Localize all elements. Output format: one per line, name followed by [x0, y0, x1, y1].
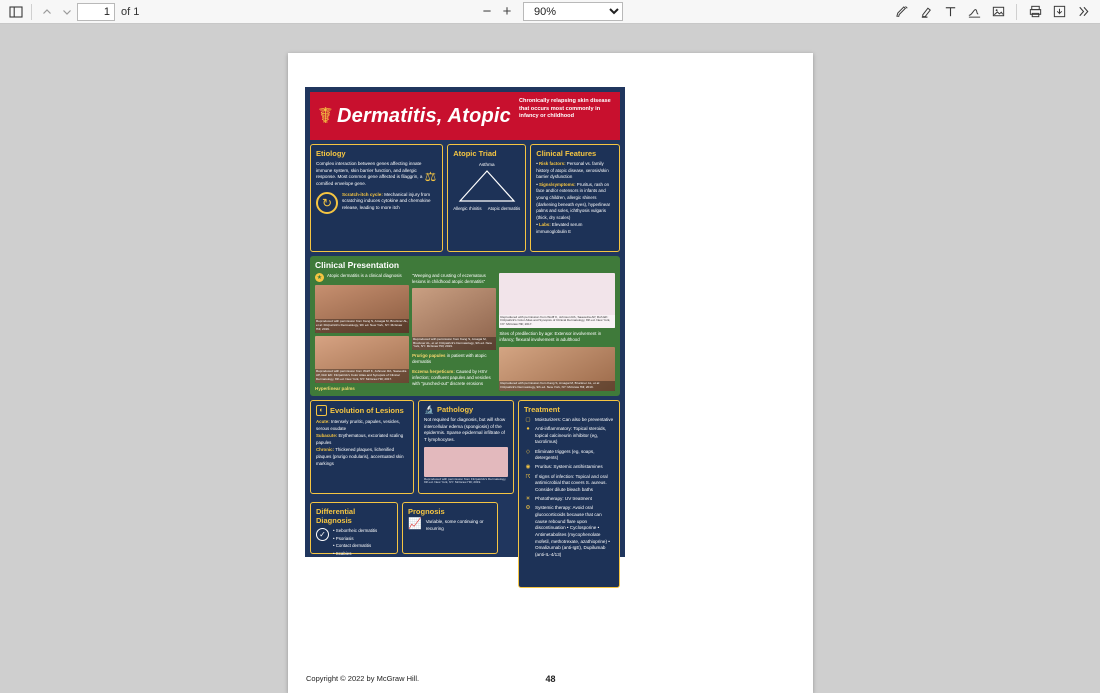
hyperlinear-palms-label: Hyperlinear palms [315, 386, 355, 391]
list-item: • Risk factors: Personal vs. family history of atopic disease, xerosis/skin barrier dysfunction [536, 161, 609, 180]
triad-right-label: Atopic dermatitis [487, 206, 521, 211]
triad-base-labels [453, 206, 520, 211]
dna-icon: ⚖ [424, 169, 437, 184]
list-item-lead: Chronic: [316, 447, 335, 453]
page-number-input[interactable] [77, 3, 115, 21]
pathology-caption: Reproduced with permission from Fitzpatrick's Dermatology, 9th ed. New York, NY: McGraw Hill; 2019. [424, 476, 507, 485]
pdf-viewer[interactable] [0, 24, 1100, 684]
bacteria-icon: ☈ [525, 473, 531, 480]
photo-caption: Reproduced with permission from Kang S, Amagai M, Bruckner AL, et al: Fitzpatrick's Dermatology, 9th ed. New York, NY: McGraw Hill; 2019. [316, 318, 408, 331]
differential-diagnosis-card [310, 502, 398, 554]
microscope-icon: 🔬 [424, 405, 434, 414]
toolbar-left-group [6, 2, 139, 22]
evolution-pathology-row [310, 400, 514, 494]
pathology-title [424, 405, 508, 414]
clinical-presentation-grid [315, 273, 615, 391]
list-item-text: Pruritus, rash on face and/or extensors in infants and young children, allergic shiners (darkening beneath eyes), hyperlinear palms and soles, ichthyosis vulgaris (thick, dry scales) [536, 181, 611, 220]
list-item-text: Intensely pruritic, papules, vesicles, serous exudate [316, 419, 400, 431]
triad-apex-label: Asthma [478, 162, 495, 167]
list-item: • Signs/symptoms: Pruritus, rash on face and/or extensors in infants and young children, allergic shiners (darkening beneath eyes), hyperlinear palms and soles, ichthyosis vulgaris (thick, dry scales) [536, 181, 611, 220]
prurigo-text: in patient with atopic dermatitis [412, 353, 487, 365]
list-item [316, 447, 408, 467]
list-item-text: Systemic therapy: Avoid oral glucocorticoids because that can cause rebound flare upon discontinuation • Cyclosporine • Antimetabolites (mycophenolate mofetil, methotrexate, azathioprine) • Omalizumab (anti-IgE), Dupilumab (anti-IL-4/13) [535, 505, 610, 557]
clinical-presentation-title: Clinical Presentation [315, 260, 400, 270]
photo-legs [412, 288, 496, 350]
pdf-page [288, 53, 813, 693]
zoom-controls [477, 2, 623, 22]
treatment-card [518, 400, 620, 588]
list-item-lead: Acute: [316, 419, 330, 424]
list-item-text: Psoriasis [335, 535, 354, 541]
list-item [524, 426, 614, 446]
poster-title: Dermatitis, Atopic [337, 104, 512, 127]
pathology-body: Not required for diagnosis, but will show intercellular edema (spongiosis) of the epidermis. Sparse epidermal infiltrate of T lymphocytes. [424, 417, 506, 442]
list-item-text: Scabies [335, 550, 352, 556]
list-item-text: Pruritus: Systemic antihistamines [535, 464, 603, 470]
list-item: • Labs: Elevated serum immunoglobulin E [536, 222, 583, 235]
cycle-icon: ↻ [316, 192, 338, 214]
photo-histology [424, 447, 508, 477]
clinical-features-card [530, 144, 620, 252]
diagnosis-note [315, 273, 409, 282]
list-item: • Scabies [333, 550, 352, 556]
list-item-text: Thickened plaques, lichenified plaques (prurigo nodularis), accentuated skin markings [316, 447, 404, 466]
prognosis-content [408, 519, 492, 532]
scratch-itch-cycle [316, 192, 437, 214]
list-item-text: Contact dermatitis [335, 543, 372, 549]
checkmark-icon: ✓ [316, 528, 329, 541]
eczema-text: Caused by HSV infection; confluent papules and vesicles with "punched-out" discrete erosions [412, 368, 491, 386]
chart-icon: 📈 [408, 518, 422, 530]
poster [305, 87, 625, 557]
list-item [524, 449, 614, 462]
clinical-presentation-section [310, 256, 620, 396]
pathology-title-text: Pathology [436, 405, 474, 414]
list-item-text: If signs of infection: Topical and oral antimicrobial that covers S. aureus. Consider dilute bleach baths [535, 473, 608, 492]
evolution-title-text: Evolution of Lesions [330, 406, 404, 415]
evolution-list [316, 419, 408, 467]
eczema-herpeticum-note [412, 369, 496, 387]
add-image-icon[interactable] [987, 2, 1009, 22]
sun-icon: ☀ [525, 496, 531, 503]
poster-header [310, 92, 620, 140]
list-item: • Seborrheic dermatitis [333, 528, 378, 533]
zoom-in-icon[interactable]: + [502, 3, 512, 20]
list-item-lead: Signs/symptoms: [538, 181, 576, 187]
zoom-out-icon[interactable]: − [482, 3, 492, 20]
sidebar-toggle-icon[interactable] [6, 2, 26, 22]
list-item [524, 505, 614, 558]
signature-icon[interactable] [963, 2, 985, 22]
list-item: • Psoriasis [333, 535, 354, 541]
list-item-text: Anti-inflammatory: Topical steroids, topical calcineurin inhibitor (eg, tacrolimus) [535, 426, 607, 445]
etiology-body: Complex interaction between genes affecting innate immune system, skin barrier function, and allergic response. Most common gene affected is filaggrin, a cornified envelope gene. [316, 161, 423, 186]
page-count-label: of 1 [121, 5, 140, 18]
photo-caption: Reproduced with permission from Kang S, Amagai M, Bruckner AL, et al: Fitzpatrick's Dermatology, 9th ed. New York, NY: McGraw Hill; 2019. [412, 337, 496, 351]
list-item [316, 433, 408, 446]
prurigo-lead: Prurigo papules [412, 353, 446, 359]
triad-title: Atopic Triad [453, 149, 497, 158]
photo-hand [315, 285, 409, 333]
ddx-content [316, 528, 392, 558]
copyright-text: Copyright © 2022 by McGraw Hill. [306, 674, 420, 683]
cp-column-middle [412, 273, 496, 391]
list-item-text: Phototherapy: UV treatment [535, 496, 592, 502]
zoom-level-select[interactable] [523, 2, 623, 21]
bottom-left-stack [310, 400, 514, 588]
toolbar-right-group [891, 2, 1094, 22]
photo-face [315, 336, 409, 384]
capsule-icon: ◉ [525, 464, 531, 471]
list-item: • Contact dermatitis [333, 543, 372, 549]
add-text-icon[interactable] [939, 2, 961, 22]
info-icon: ★ [316, 275, 323, 281]
photo-caption: Reproduced with permission from Wolff K, Johnson RA, Saavedra AP, Roh EK: Fitzpatrick's Color Atlas and Synopsis of Clinical Dermatology, 8th ed. New York, NY: McGraw Hill; 2017. [499, 315, 615, 329]
etiology-card [310, 144, 443, 252]
caduceus-icon: ☤ [318, 103, 333, 128]
evolution-title [316, 405, 408, 416]
predilection-note: Sites of predilection by age: Extensor involvement in infancy; flexural involvement in adulthood [499, 331, 602, 343]
list-item [524, 464, 614, 471]
list-item-lead: Subacute: [316, 433, 338, 439]
cp-column-right [499, 273, 615, 391]
treatment-list [524, 417, 614, 558]
list-item-lead: Labs: [538, 222, 551, 228]
list-item [524, 417, 614, 424]
prognosis-title: Prognosis [408, 507, 445, 516]
list-item-text: Personal vs. family history of atopic disease, xerosis/skin barrier dysfunction [536, 161, 609, 180]
list-item [316, 419, 408, 432]
prurigo-note [412, 353, 496, 365]
list-item-text: Elevated serum immunoglobulin E [536, 222, 583, 235]
photo-caption: Reproduced with permission from Wolff K, Johnson RA, Saavedra AP, Roh EK: Fitzpatrick's Color Atlas and Synopsis of Clinical Dermatology, 8th ed. New York, NY: McGraw Hill; 2017. [315, 369, 409, 383]
scratch-itch-label: Scratch-itch cycle: [342, 191, 383, 197]
pathology-card [418, 400, 514, 494]
triangle-icon [458, 169, 516, 203]
evolution-card [310, 400, 414, 494]
toolbar-divider-right [1016, 4, 1017, 20]
ddx-title: Differential Diagnosis [316, 507, 356, 525]
ddx-prognosis-row [310, 502, 514, 554]
list-item-text: Seborrheic dermatitis [335, 528, 378, 533]
top-row [310, 144, 620, 252]
list-item [524, 496, 614, 503]
scratch-itch-desc: Mechanical injury from scratching induces cytokine and chemokine release, leading to more itch [342, 191, 431, 210]
clinical-features-title: Clinical Features [536, 149, 597, 158]
bottom-row [310, 400, 620, 588]
more-tools-icon[interactable] [1072, 2, 1094, 22]
etiology-title: Etiology [316, 149, 346, 158]
cp-column-left [315, 273, 409, 391]
prognosis-body: Variable, some continuing or recurring [425, 519, 484, 531]
lotion-icon: ▢ [525, 417, 531, 423]
next-page-icon[interactable] [57, 2, 77, 22]
diagnosis-note-text: Atopic dermatitis is a clinical diagnosis [327, 273, 402, 278]
list-item-text: Erythematous, excoriated scaling papules [316, 433, 404, 445]
photo-caption: Reproduced with permission from Kang S, Amagai M, Bruckner AL, et al: Fitzpatrick's Dermatology, 9th ed. New York, NY: McGraw Hill; 2019. [499, 381, 615, 391]
list-item [524, 474, 614, 494]
print-icon[interactable] [1024, 2, 1046, 22]
pdf-toolbar [0, 0, 1100, 24]
droplet-icon: ◇ [525, 448, 531, 455]
triad-diagram [453, 162, 520, 211]
poster-subtitle: Chronically relapsing skin disease that occurs most commonly in infancy or childhood [519, 98, 611, 120]
draw-freehand-icon[interactable] [891, 2, 913, 22]
photo-predilection-chart [499, 273, 615, 328]
previous-page-icon[interactable] [37, 2, 57, 22]
weeping-note: "Weeping and crusting of eczematous lesions in childhood atopic dermatitis" [412, 273, 486, 285]
photo-arm [499, 347, 615, 392]
prognosis-card [402, 502, 498, 554]
lesion-icon: ◐ [316, 405, 327, 416]
page-number-label: 48 [545, 674, 556, 684]
save-icon[interactable] [1048, 2, 1070, 22]
atopic-triad-card [447, 144, 526, 252]
triad-left-label: Allergic rhinitis [453, 206, 482, 211]
eczema-lead: Eczema herpeticum: [412, 368, 455, 374]
list-item-lead: Risk factors: [538, 161, 566, 166]
page-footer [306, 674, 795, 683]
list-item-text: Eliminate triggers (eg, soaps, detergents) [535, 448, 595, 461]
scratch-itch-text [342, 192, 437, 212]
clinical-features-list [536, 161, 614, 236]
ddx-list [333, 528, 377, 558]
list-item-text: Moisturizers: Can also be preventative [535, 417, 614, 422]
toolbar-divider [31, 4, 32, 20]
syringe-icon: ⚙ [525, 505, 531, 512]
treatment-title: Treatment [524, 405, 560, 414]
pill-icon: ● [526, 426, 530, 433]
highlight-icon[interactable] [915, 2, 937, 22]
